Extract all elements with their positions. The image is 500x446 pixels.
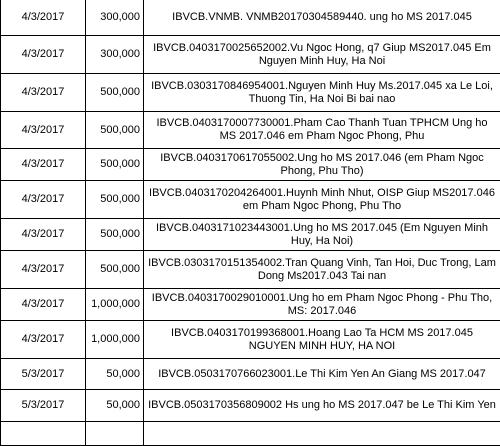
amount-cell: 1,000,000 [86,289,144,321]
description-cell: IBVCB.0403170029010001.Ung ho em Pham Ngoc Phong - Phu Tho, MS: 2017.046 [144,289,500,321]
description-cell: IBVCB.0303170846954001.Nguyen Minh Huy Ms.2017.045 xa Le Loi, Thuong Tin, Ha Noi Bi bai nao [144,74,500,112]
date-cell: 4/3/2017 [1,289,86,321]
description-cell: IBVCB.0303170151354002.Tran Quang Vinh, Tan Hoi, Duc Trong, Lam Dong Ms2017.043 Tai nan [144,251,500,289]
table-row [1,36,500,74]
description-cell: IBVCB.0403171023443001.Ung ho MS 2017.045 (Em Nguyen Minh Huy, Ha Noi) [144,219,500,251]
description-cell: IBVCB.VNMB. VNMB20170304589440. ung ho MS 2017.045 [144,0,500,36]
date-cell [1,422,86,446]
description-cell: IBVCB.0403170204264001.Huynh Minh Nhut, OISP Giup MS2017.046 em Pham Ngoc Phong, Phu Tho [144,181,500,219]
description-cell: IBVCB.0503170356809002 Hs ung ho MS 2017.047 be Le Thi Kim Yen [144,390,500,422]
amount-cell: 500,000 [86,219,144,251]
amount-cell: 500,000 [86,112,144,149]
date-cell: 4/3/2017 [1,219,86,251]
table-row [1,181,500,219]
date-cell: 4/3/2017 [1,74,86,112]
date-cell: 4/3/2017 [1,321,86,359]
description-cell: IBVCB.0403170199368001.Hoang Lao Ta HCM MS 2017.045 NGUYEN MINH HUY, HA NOI [144,321,500,359]
table-row [1,74,500,112]
amount-cell: 500,000 [86,251,144,289]
description-cell: IBVCB.0403170007730001.Pham Cao Thanh Tuan TPHCM Ung ho MS 2017.046 em Pham Ngoc Phong, Phu [144,112,500,149]
date-cell: 5/3/2017 [1,359,86,390]
table-row [1,112,500,149]
date-cell: 4/3/2017 [1,36,86,74]
table-row [1,321,500,359]
amount-cell: 500,000 [86,74,144,112]
description-cell: IBVCB.0403170025652002.Vu Ngoc Hong, q7 Giup MS2017.045 Em Nguyen Minh Huy, Ha Noi [144,36,500,74]
date-cell: 4/3/2017 [1,149,86,181]
amount-cell [86,422,144,446]
amount-cell: 300,000 [86,36,144,74]
table-row [1,149,500,181]
date-cell: 4/3/2017 [1,251,86,289]
date-cell: 4/3/2017 [1,0,86,36]
amount-cell: 500,000 [86,181,144,219]
table-row [1,390,500,422]
amount-cell: 500,000 [86,149,144,181]
table-row [1,359,500,390]
description-cell: IBVCB.0403170617055002.Ung ho MS 2017.046 (em Pham Ngoc Phong, Phu Tho) [144,149,500,181]
description-cell: IBVCB.0503170766023001.Le Thi Kim Yen An Giang MS 2017.047 [144,359,500,390]
table-row [1,219,500,251]
amount-cell: 50,000 [86,390,144,422]
table-row [1,289,500,321]
amount-cell: 1,000,000 [86,321,144,359]
date-cell: 4/3/2017 [1,112,86,149]
description-cell [144,422,500,446]
date-cell: 4/3/2017 [1,181,86,219]
amount-cell: 50,000 [86,359,144,390]
amount-cell: 300,000 [86,0,144,36]
table-row [1,251,500,289]
table-row [1,0,500,36]
table-row [1,422,500,446]
date-cell: 5/3/2017 [1,390,86,422]
